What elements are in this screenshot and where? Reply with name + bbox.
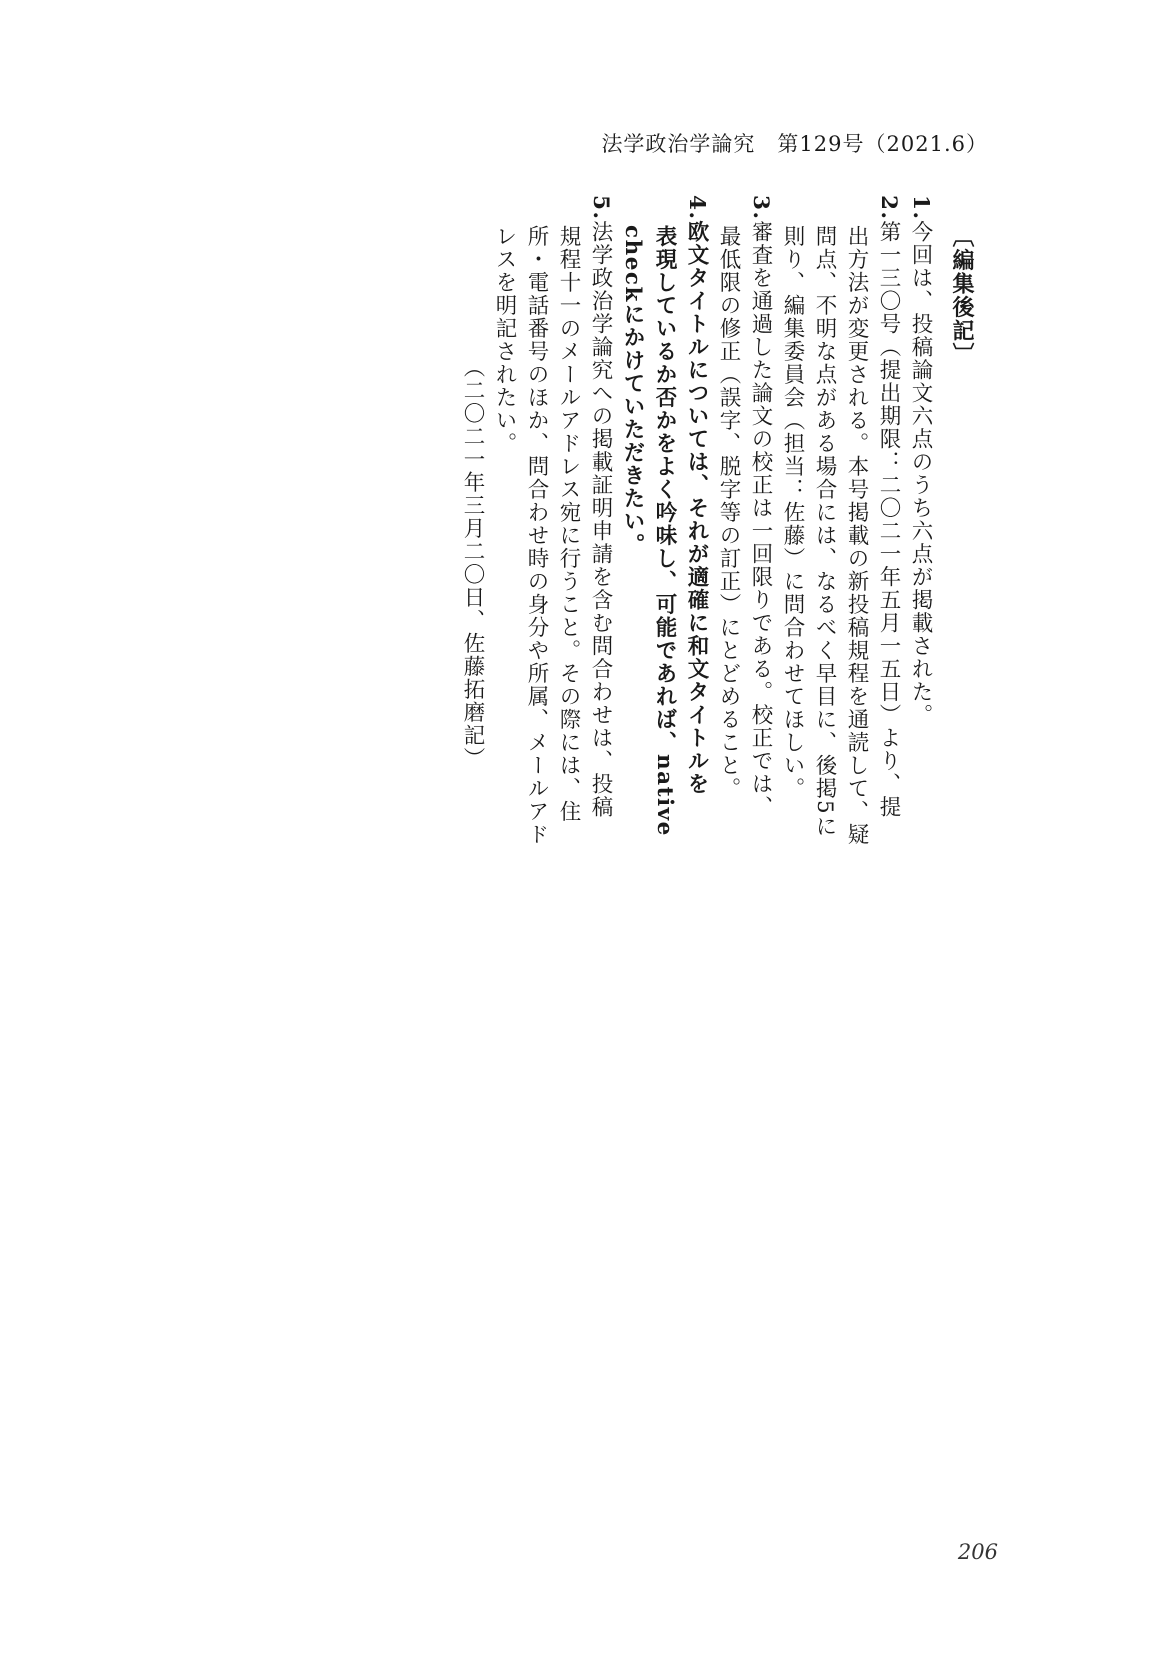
page-number: 206: [957, 1540, 998, 1564]
item-2-line-3: 問点、不明な点がある場合には、なるべく早目に、後掲5に: [812, 225, 837, 839]
editorial-postscript: [456, 195, 978, 955]
signature: （二〇二一年三月二〇日、佐藤拓磨記）: [460, 356, 485, 771]
item-4-line-3: checkにかけていただきたい。: [620, 225, 645, 556]
item-3-number: 3.: [748, 195, 773, 221]
section-title: 〔編集後記〕: [949, 225, 975, 366]
item-1-line-1: [904, 195, 936, 955]
item-5-line-4: レスを明記されたい。: [492, 225, 517, 456]
item-2-line-4: 則り、編集委員会（担当：佐藤）に問合わせてほしい。: [780, 225, 805, 801]
item-3-line-2: 最低限の修正（誤字、脱字等の訂正）にとどめること。: [716, 225, 741, 801]
item-3-line-1: [744, 195, 776, 955]
item-4-line-2: 表現しているか否かをよく吟味し、可能であれば、native: [652, 225, 677, 837]
item-5-text-1: 法学政治学論究への掲載証明申請を含む問合わせは、投稿: [588, 220, 613, 819]
item-1-text: 今回は、投稿論文六点のうち六点が掲載された。: [908, 220, 933, 727]
item-3-text-1: 審査を通過した論文の校正は一回限りである。校正では、: [748, 220, 773, 819]
spacer: [936, 195, 946, 955]
item-2-line-2: 出方法が変更される。本号掲載の新投稿規程を通読して、疑: [844, 225, 869, 847]
item-4-number: 4.: [684, 195, 709, 221]
item-5-line-2: 規程十一のメールアドレス宛に行うこと。その際には、住: [556, 225, 581, 824]
item-4-line-1: [680, 195, 712, 955]
item-5-line-3: 所・電話番号のほか、問合わせ時の身分や所属、メールアド: [524, 225, 549, 847]
item-2-line-1: [872, 195, 904, 955]
item-1-number: 1.: [908, 195, 933, 221]
item-2-number: 2.: [876, 195, 901, 221]
item-2-text-1: 第一三〇号（提出期限：二〇二一年五月一五日）より、提: [876, 220, 901, 819]
item-4-text-1: 欧文タイトルについては、それが適確に和文タイトルを: [684, 220, 709, 796]
running-header: 法学政治学論究 第129号（2021.6）: [601, 132, 988, 156]
item-5-number: 5.: [588, 195, 613, 221]
item-5-line-1: [584, 195, 616, 955]
